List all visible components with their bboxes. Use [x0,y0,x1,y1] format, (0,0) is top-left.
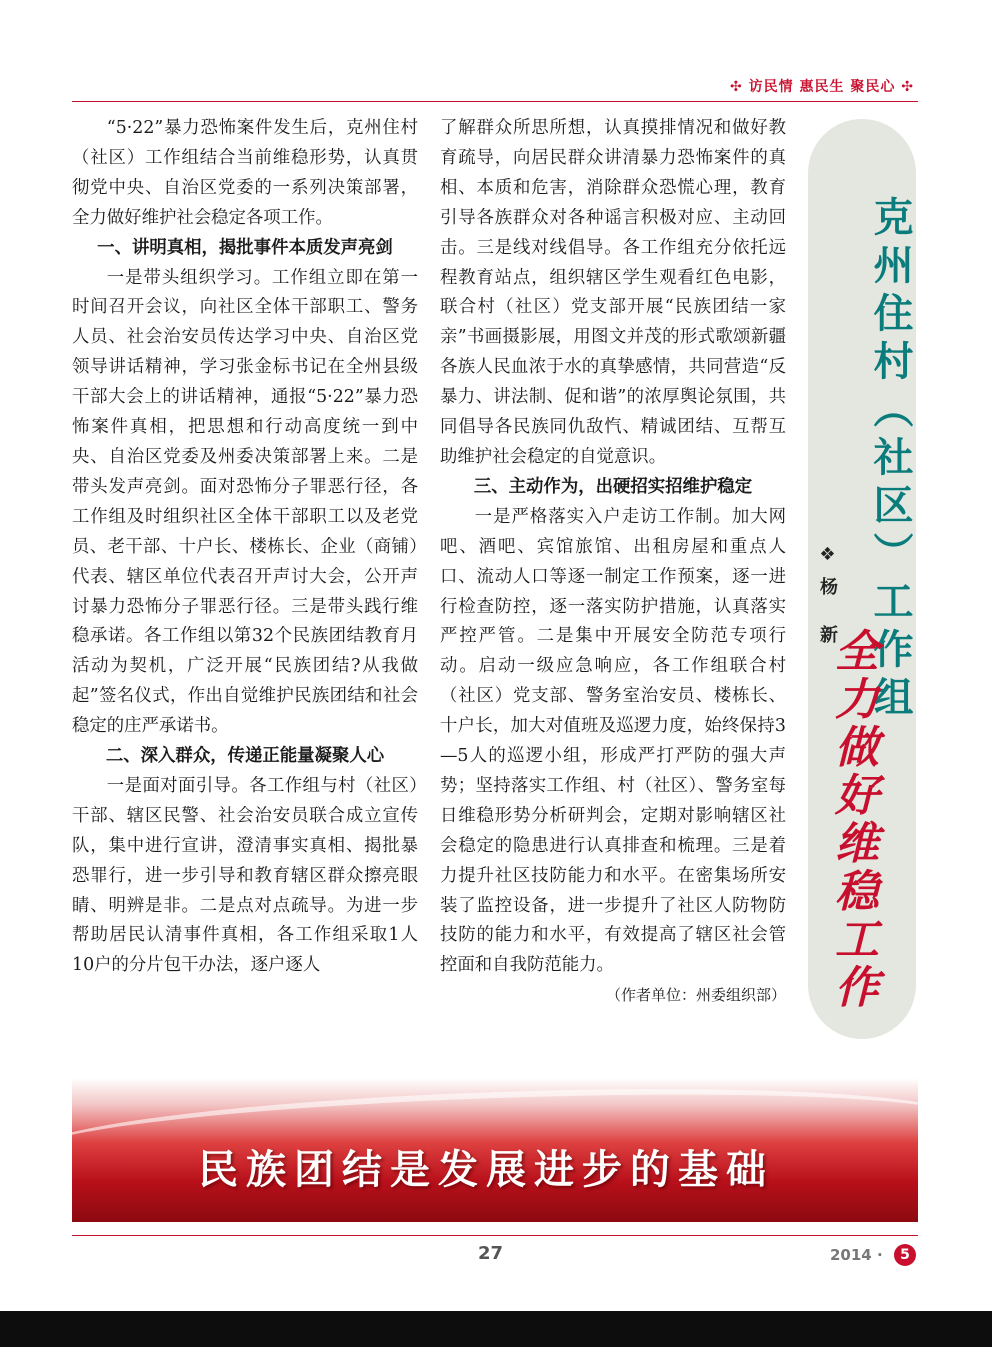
header-slogan: ✣ 访民情 惠民生 聚民心 ✣ [730,79,914,95]
header-divider [72,101,918,102]
paragraph [440,503,786,1005]
article-column-left [72,114,418,981]
paragraph: “5·22”暴力恐怖案件发生后，克州住村（社区）工作组结合当前维稳形势，认真贯彻党中央、自治区党委的一系列决策部署，全力做好维护社会稳定各项工作。 [72,118,418,228]
author-affiliation: （作者单位：州委组织部） [605,986,786,1005]
paragraph-text: 一是严格落实入户走访工作制。加大网吧、酒吧、宾馆旅馆、出租房屋和重点人口、流动人口等逐一制定工作预案，逐一进行检查防控，逐一落实防护措施，认真落实严控严管。二是集中开展安全防范专项行动。启动一级应急响应，各工作组联合村（社区）党支部、警务室治安员、楼栋长、十户长，加大对值班及巡逻力度，始终保持3—5人的巡逻小组，形成严打严防的强大声势；坚持落实工作组、村（社区）、警务室每日维稳形势分析研判会，定期对影响辖区社会稳定的隐患进行认真排查和梳理。三是着力提升社区技防能力和水平。在密集场所安装了监控设备，进一步提升了社区人防物防技防的能力和水平，有效提高了辖区社会管控面和自我防范能力。 [440,506,786,976]
banner-slogan: 民族团结是发展进步的基础 [198,1146,774,1193]
article-subtitle: 全力做好维稳工作 [827,628,878,1012]
article-author: ❖杨 新 [817,544,838,656]
paragraph: 一是面对面引导。各工作组与村（社区）干部、辖区民警、社会治安员联合成立宣传队，集中进行宣讲，澄清事实真相、揭批暴恐罪行，进一步引导和教育辖区群众擦亮眼睛、明辨是非。二是点对点疏导。为进一步帮助居民认清事件真相，各工作组采取1人10户的分片包干办法，逐户逐人 [72,775,418,976]
section-heading: 一、讲明真相，揭批事件本质发声亮剑 [97,237,393,258]
article-title: 克州住村（社区）工作组 [867,196,913,724]
issue-number-badge: 5 [894,1244,916,1266]
paragraph: 了解群众所思所想，认真摸排情况和做好教育疏导，向居民群众讲清暴力恐怖案件的真相、本质和危害，消除群众恐慌心理，教育引导各族群众对各种谣言积极对应、主动回击。三是线对线倡导。各工作组充分依托远程教育站点，组织辖区学生观看红色电影，联合村（社区）党支部开展“民族团结一家亲”书画摄影展，用图文并茂的形式歌颂新疆各族人民血浓于水的真挚感情，共同营造“反暴力、讲法制、促和谐”的浓厚舆论氛围，共同倡导各民族同仇敌忾、精诚团结、互帮互助维护社会稳定的自觉意识。 [440,118,786,467]
slogan-banner [72,1078,918,1222]
issue-year: 2014 · [830,1246,883,1264]
paragraph: 一是带头组织学习。工作组立即在第一时间召开会议，向社区全体干部职工、警务人员、社会治安员传达学习中央、自治区党领导讲话精神，学习张金标书记在全州县级干部大会上的讲话精神，通报“5·22”暴力恐怖案件真相，把思想和行动高度统一到中央、自治区党委及州委决策部署上来。二是带头发声亮剑。面对恐怖分子罪恶行径，各工作组及时组织社区全体干部职工以及老党员、老干部、十户长、楼栋长、企业（商铺）代表、辖区单位代表召开声讨大会，公开声讨暴力恐怖分子罪恶行径。三是带头践行维稳承诺。各工作组以第32个民族团结教育月活动为契机，广泛开展“民族团结?从我做起”签名仪式，作出自觉维护民族团结和社会稳定的庄严承诺书。 [72,267,418,737]
section-heading: 三、主动作为，出硬招实招维护稳定 [473,476,753,497]
footer-divider [72,1235,918,1236]
article-column-right [440,114,786,1011]
bottom-edge-bar [0,1311,992,1347]
section-heading: 二、深入群众，传递正能量凝聚人心 [105,746,385,767]
page-number: 27 [478,1243,504,1264]
